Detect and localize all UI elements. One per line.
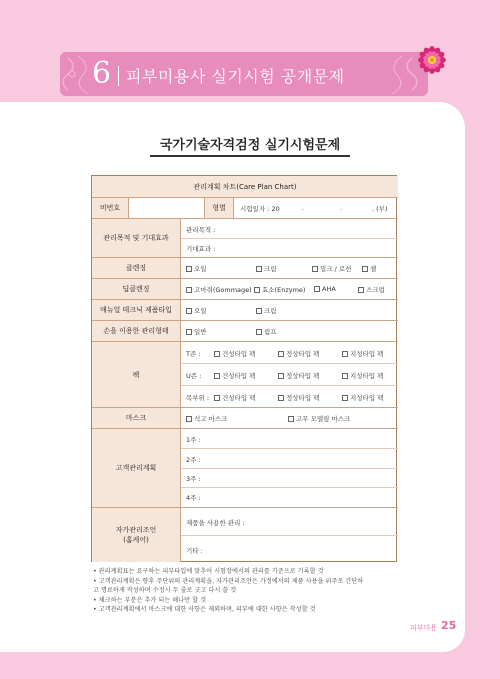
pack-option[interactable]: 정상타입 팩: [278, 349, 319, 358]
document-title: 국가기술자격검정 실기시험문제: [150, 134, 350, 157]
checkbox[interactable]: [186, 308, 192, 314]
form-row-id: [92, 198, 398, 219]
plan-label: 고객관리계획: [92, 429, 180, 507]
checkbox[interactable]: [186, 329, 192, 335]
home-care-product: 제품을 사용한 관리 :: [186, 519, 245, 527]
manual-label: 매뉴얼 테크닉 제품타입: [92, 300, 180, 320]
home-care-label-line: 자가관리조언: [115, 526, 157, 534]
goal-effect: 기대효과 :: [186, 245, 216, 253]
cleansing-option[interactable]: 젤: [362, 264, 376, 273]
home-care-label: [92, 508, 180, 562]
deep-option[interactable]: AHA: [314, 285, 336, 293]
checkbox[interactable]: [256, 266, 262, 272]
checkbox[interactable]: [186, 287, 192, 293]
checkbox[interactable]: [314, 286, 320, 292]
pack-option[interactable]: 지성타입 팩: [342, 349, 383, 358]
home-care-other: 기타 :: [186, 547, 203, 555]
chapter-number: 6: [92, 56, 112, 91]
form-row-mask: [92, 408, 398, 429]
goal-label: 관리목적 및 기대효과: [92, 219, 180, 257]
checkbox[interactable]: [256, 308, 262, 314]
deep-option[interactable]: 고마쥐(Gommage): [186, 285, 252, 294]
note-item: 고 명료하게 작성하며 수정시 두 줄로 긋고 다시 쓸 것: [93, 587, 237, 594]
form-row-deep-cleansing: [92, 279, 398, 300]
plan-week: 4주 :: [186, 494, 201, 502]
hand-option[interactable]: 일반: [186, 327, 207, 336]
deep-option[interactable]: 효소(Enzyme): [254, 285, 305, 294]
mask-option[interactable]: 석고 마스크: [186, 414, 227, 423]
checkbox[interactable]: [186, 416, 192, 422]
checkbox[interactable]: [254, 287, 260, 293]
mask-option[interactable]: 고무 모델링 마스크: [288, 414, 350, 423]
manual-option[interactable]: 크림: [256, 306, 277, 315]
chapter-title: 피부미용사 실기시험 공개문제: [126, 67, 345, 86]
checkbox[interactable]: [214, 395, 220, 401]
checkbox[interactable]: [342, 351, 348, 357]
id-label: 비번호: [92, 198, 128, 218]
note-item: • 체크하는 부분은 추가 되는 해나만 할 것: [93, 596, 207, 604]
form-row-cleansing: [92, 258, 398, 279]
checkbox[interactable]: [186, 266, 192, 272]
note-item: • 관리계획표는 요구하는 피부타입에 맞추어 시험장에서의 관리를 기준으로 기록할 것: [93, 568, 324, 575]
page-number: 25: [441, 619, 457, 632]
cleansing-option[interactable]: 밀크 / 로션: [312, 264, 351, 273]
pack-option[interactable]: 건성타입 팩: [214, 393, 255, 402]
form-row-home-care: [92, 508, 398, 562]
cleansing-label: 클렌징: [92, 258, 180, 278]
pack-label: 팩: [92, 342, 180, 407]
pack-option[interactable]: 건성타입 팩: [214, 371, 255, 380]
home-care-label-line: (홈케어): [123, 536, 149, 544]
checkbox[interactable]: [256, 329, 262, 335]
form-row-plan: [92, 429, 398, 508]
date-weekday: . (부): [372, 205, 388, 213]
footer-section-label: 피부미용: [410, 624, 438, 632]
goal-purpose: 관리목적 :: [186, 226, 216, 234]
form-row-goal: [92, 219, 398, 258]
pack-option[interactable]: 정상타입 팩: [278, 393, 319, 402]
checkbox[interactable]: [362, 266, 368, 272]
plan-week: 2주 :: [186, 456, 201, 464]
manual-option[interactable]: 오일: [186, 306, 207, 315]
pack-option[interactable]: 지성타입 팩: [342, 371, 383, 380]
checkbox[interactable]: [278, 351, 284, 357]
form-row-hand: [92, 321, 398, 342]
checkbox[interactable]: [278, 395, 284, 401]
hand-option[interactable]: 림프: [256, 327, 277, 336]
plan-week: 1주 :: [186, 436, 201, 444]
checkbox[interactable]: [342, 395, 348, 401]
pack-zone: U존 :: [186, 372, 202, 380]
pack-zone: T존 :: [186, 350, 201, 358]
checkbox[interactable]: [214, 351, 220, 357]
note-item: • 고객관리계획에서 마스크에 대한 사항은 제외하며, 피부에 대한 사항은 작성할 것: [93, 606, 316, 613]
flower-icon: [408, 36, 456, 84]
form-row-manual: [92, 300, 398, 321]
hand-label: 손을 이용한 관리형태: [92, 321, 180, 341]
cleansing-option[interactable]: 크림: [256, 264, 277, 273]
form-title: 관리계획 차트(Care Plan Chart): [92, 176, 398, 198]
checkbox[interactable]: [214, 373, 220, 379]
pack-option[interactable]: 정상타입 팩: [278, 371, 319, 380]
checkbox[interactable]: [358, 287, 364, 293]
pack-option[interactable]: 지성타입 팩: [342, 393, 383, 402]
date-separator: .: [302, 204, 305, 212]
mask-label: 마스크: [92, 408, 180, 428]
date-separator: .: [340, 204, 343, 212]
checkbox[interactable]: [278, 373, 284, 379]
cleansing-option[interactable]: 오일: [186, 264, 207, 273]
pack-zone: 목부위 :: [186, 394, 210, 402]
pack-option[interactable]: 건성타입 팩: [214, 349, 255, 358]
plan-week: 3주 :: [186, 475, 201, 483]
deep-cleansing-label: 딥클렌징: [92, 279, 180, 299]
type-label: 형별: [205, 198, 233, 218]
checkbox[interactable]: [312, 266, 318, 272]
checkbox[interactable]: [288, 416, 294, 422]
checkbox[interactable]: [342, 373, 348, 379]
note-item: • 고객관리계획은 향후 주단위의 관리계획을, 자가관리조언은 가정에서의 제품 사용을 위주로 간단하: [93, 577, 364, 585]
care-plan-form: [91, 175, 397, 562]
form-row-pack: [92, 342, 398, 408]
deep-option[interactable]: 스크럽: [358, 285, 385, 294]
chapter-divider: [118, 66, 119, 86]
notes-list: [93, 567, 423, 615]
exam-date-label: 시험일자 : 20: [240, 205, 280, 213]
